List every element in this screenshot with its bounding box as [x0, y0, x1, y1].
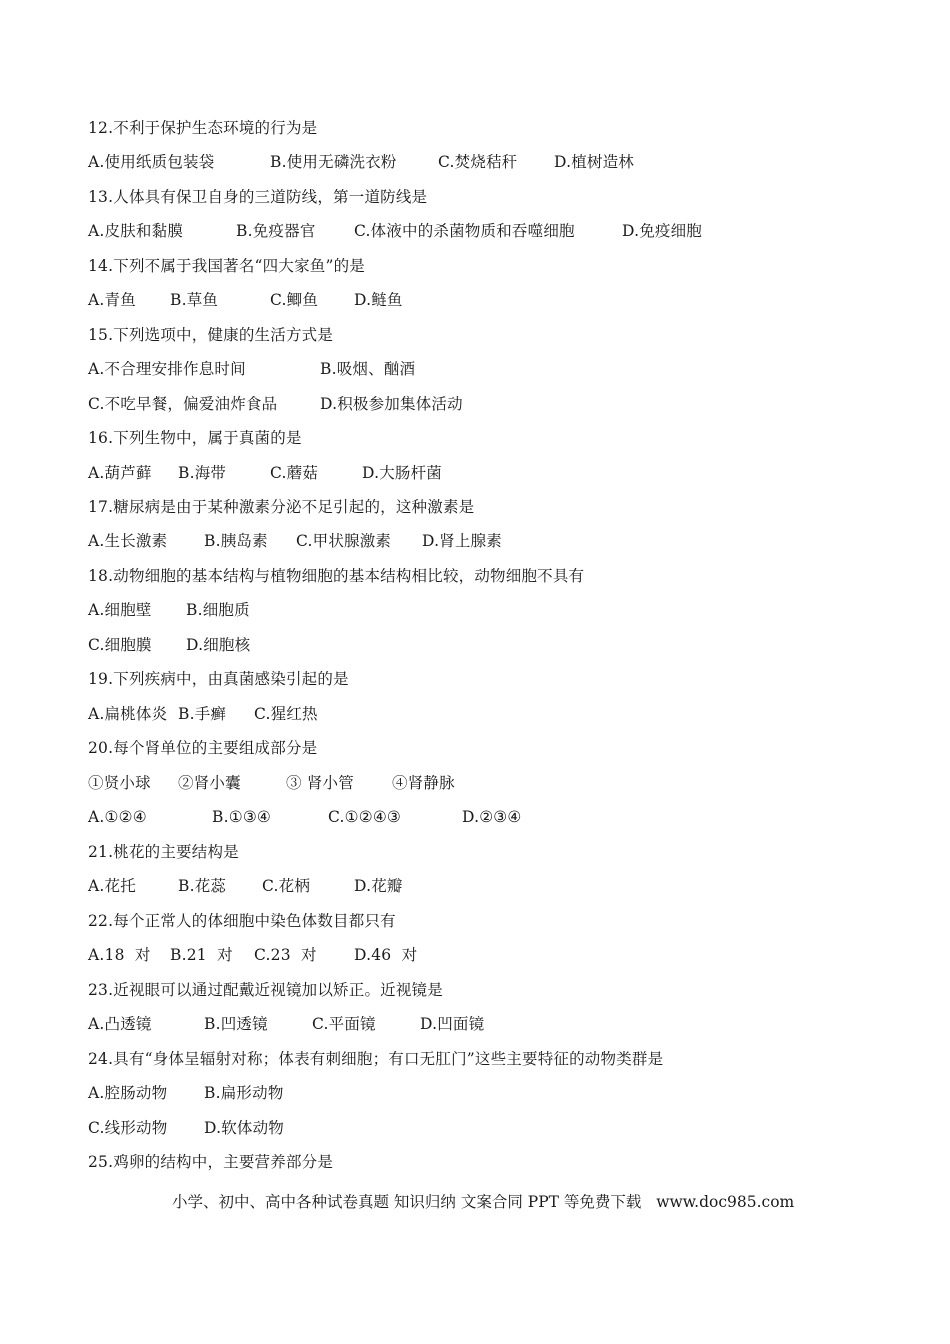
option-c: C.花柄: [262, 877, 311, 895]
option-row: [88, 598, 250, 622]
question-stem-12: 12.不利于保护生态环境的行为是: [88, 119, 318, 137]
option-c: C.甲状腺激素: [296, 532, 392, 550]
option-row: [88, 357, 416, 381]
option-d: D.凹面镜: [420, 1015, 485, 1033]
option-c: C.23 对: [254, 946, 317, 964]
item-4: ④肾静脉: [392, 774, 455, 792]
question-stem-16: 16.下列生物中，属于真菌的是: [88, 429, 302, 447]
option-row: [88, 150, 635, 174]
option-b: B.手癣: [178, 705, 227, 723]
option-d: D.鲢鱼: [354, 291, 403, 309]
option-row: [88, 219, 703, 243]
item-3: ③ 肾小管: [286, 774, 354, 792]
option-d: D.花瓣: [354, 877, 403, 895]
question-stem-24: 24.具有“身体呈辐射对称；体表有刺细胞；有口无肛门”这些主要特征的动物类群是: [88, 1050, 664, 1068]
option-c: C.不吃早餐，偏爱油炸食品: [88, 395, 278, 413]
option-d: D.46 对: [354, 946, 418, 964]
question-stem-17: 17.糖尿病是由于某种激素分泌不足引起的，这种激素是: [88, 498, 475, 516]
question-stem-21: 21.桃花的主要结构是: [88, 843, 239, 861]
option-row: [88, 288, 403, 312]
option-a: A.生长激素: [88, 532, 168, 550]
footer-note: 小学、初中、高中各种试卷真题 知识归纳 文案合同 PPT 等免费下载 www.doc985.com: [172, 1193, 795, 1211]
option-a: A.葫芦藓: [88, 464, 152, 482]
option-c: C.线形动物: [88, 1119, 168, 1137]
option-c: C.①②④③: [328, 808, 402, 826]
option-a: A.凸透镜: [88, 1015, 152, 1033]
question-stem-22: 22.每个正常人的体细胞中染色体数目都只有: [88, 912, 396, 930]
option-d: D.植树造林: [554, 153, 635, 171]
option-a: A.①②④: [88, 808, 147, 826]
option-b: B.细胞质: [186, 601, 250, 619]
option-b: B.海带: [178, 464, 227, 482]
option-d: D.细胞核: [186, 636, 251, 654]
question-stem-15: 15.下列选项中，健康的生活方式是: [88, 326, 334, 344]
option-row: [88, 461, 443, 485]
option-c: C.细胞膜: [88, 636, 152, 654]
option-c: C.体液中的杀菌物质和吞噬细胞: [354, 222, 575, 240]
option-c: C.焚烧秸秆: [438, 153, 518, 171]
question-stem-19: 19.下列疾病中，由真菌感染引起的是: [88, 670, 349, 688]
option-c: C.平面镜: [312, 1015, 376, 1033]
option-row: [88, 943, 418, 967]
option-d: D.软体动物: [204, 1119, 285, 1137]
option-row: [88, 874, 403, 898]
option-b: B.吸烟、酗酒: [320, 360, 416, 378]
option-d: D.积极参加集体活动: [320, 395, 463, 413]
option-a: A.花托: [88, 877, 136, 895]
option-c: C.蘑菇: [270, 464, 319, 482]
option-c: C.猩红热: [254, 705, 318, 723]
question-stem-20: 20.每个肾单位的主要组成部分是: [88, 739, 318, 757]
option-a: A.皮肤和黏膜: [88, 222, 184, 240]
option-b: B.①③④: [212, 808, 272, 826]
option-b: B.凹透镜: [204, 1015, 268, 1033]
question-stem-13: 13.人体具有保卫自身的三道防线，第一道防线是: [88, 188, 428, 206]
item-row: [88, 771, 455, 795]
option-a: A.扁桃体炎: [88, 705, 168, 723]
option-row: [88, 633, 251, 657]
option-a: A.腔肠动物: [88, 1084, 168, 1102]
option-row: [88, 529, 503, 553]
option-b: B.草鱼: [170, 291, 219, 309]
option-b: B.免疫器官: [236, 222, 316, 240]
option-c: C.鲫鱼: [270, 291, 319, 309]
option-b: B.使用无磷洗衣粉: [270, 153, 397, 171]
option-d: D.免疫细胞: [622, 222, 703, 240]
option-d: D.②③④: [462, 808, 522, 826]
option-row: [88, 1116, 285, 1140]
option-a: A.使用纸质包装袋: [88, 153, 215, 171]
option-row: [88, 1012, 485, 1036]
option-row: [88, 392, 463, 416]
option-a: A.细胞壁: [88, 601, 152, 619]
question-stem-18: 18.动物细胞的基本结构与植物细胞的基本结构相比较，动物细胞不具有: [88, 567, 585, 585]
option-a: A.18 对: [88, 946, 151, 964]
option-a: A.不合理安排作息时间: [88, 360, 246, 378]
option-row: [88, 1081, 284, 1105]
option-b: B.花蕊: [178, 877, 227, 895]
option-d: D.肾上腺素: [422, 532, 503, 550]
option-b: B.胰岛素: [204, 532, 268, 550]
question-stem-14: 14.下列不属于我国著名“四大家鱼”的是: [88, 257, 365, 275]
option-row: [88, 805, 522, 829]
option-row: [88, 702, 318, 726]
option-b: B.扁形动物: [204, 1084, 284, 1102]
option-a: A.青鱼: [88, 291, 136, 309]
question-stem-25: 25.鸡卵的结构中，主要营养部分是: [88, 1153, 334, 1171]
option-b: B.21 对: [170, 946, 233, 964]
question-stem-23: 23.近视眼可以通过配戴近视镜加以矫正。近视镜是: [88, 981, 443, 999]
item-1: ①贤小球: [88, 774, 151, 792]
option-d: D.大肠杆菌: [362, 464, 443, 482]
item-2: ②肾小囊: [178, 774, 241, 792]
